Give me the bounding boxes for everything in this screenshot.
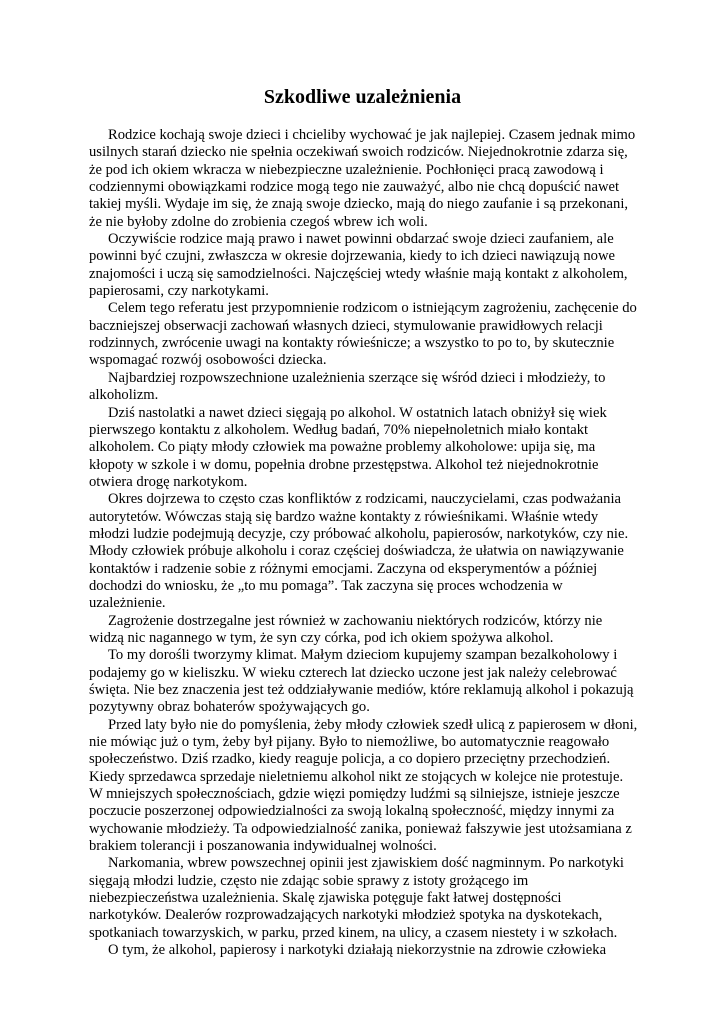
text-line: znajomości i uczą się samodzielności. Najczęściej wtedy właśnie mają kontakt z alkoholem, (89, 265, 628, 282)
text-line: poczucie poszerzonej odpowiedzialności za swoją lokalną społeczność, między innymi za (89, 803, 615, 820)
document-body (89, 127, 649, 960)
text-line: Narkomania, wbrew powszechnej opinii jest zjawiskiem dość nagminnym. Po narkotyki (108, 855, 624, 872)
text-line: pierwszego kontaktu z alkoholem. Według badań, 70% niepełnoletnich miało kontakt (89, 421, 589, 438)
text-line: usilnych starań dziecko nie spełnia oczekiwań swoich rodziców. Niejednokrotnie zdarza się, (89, 144, 628, 161)
text-line: widzą nic nagannego w tym, że syn czy córka, pod ich okiem spożywa alkohol. (89, 629, 554, 646)
text-line: takiej myśli. Wydaje im się, że znają swoje dziecko, mają do niego zaufanie i są przekonani, (89, 196, 629, 213)
text-line: kłopoty w szkole i w domu, popełnia drobne przestępstwa. Alkohol też niejednokrotnie (89, 456, 599, 473)
text-line: dochodzi do wniosku, że „to mu pomaga”. Tak zaczyna się proces wchodzenia w (89, 577, 563, 594)
text-line: Przed laty było nie do pomyślenia, żeby młody człowiek szedł ulicą z papierosem w dłoni, (108, 716, 638, 733)
text-line: alkoholizm. (89, 387, 159, 404)
text-line: codziennymi obowiązkami rodzice mogą tego nie zauważyć, albo nie chcą dopuścić nawet (89, 179, 620, 196)
text-line: nie mówiąc już o tym, żeby był pijany. Było to niemożliwe, bo automatycznie reagowało (89, 734, 610, 751)
text-line: alkoholem. Co piąty młody człowiek ma poważne problemy alkoholowe: upija się, ma (89, 439, 596, 456)
text-line: niebezpieczeństwa uzależnienia. Skalę zjawiska potęguje fakt łatwej dostępności (89, 890, 562, 907)
text-line: społeczeństwo. Dziś rzadko, kiedy reaguje policja, a co dopiero przeciętny przechodzień. (89, 751, 611, 768)
text-line: że pod ich okiem wkracza w niebezpieczne uzależnienie. Pochłonięci pracą zawodową i (89, 161, 604, 178)
text-line: Rodzice kochają swoje dzieci i chcieliby wychować je jak najlepiej. Czasem jednak mimo (108, 127, 636, 143)
text-line: pozytywny obraz bohaterów spożywających go. (89, 699, 370, 716)
text-line: To my dorośli tworzymy klimat. Małym dzieciom kupujemy szampan bezalkoholowy i (108, 647, 618, 664)
text-line: autorytetów. Wówczas stają się bardzo ważne kontakty z rówieśnikami. Właśnie wtedy (89, 508, 599, 525)
text-line: spotkaniach towarzyskich, w parku, przed kinem, na ulicy, a czasem niestety i w szkołach. (89, 924, 618, 941)
text-line: wspomagać rozwój osobowości dziecka. (89, 352, 327, 369)
text-line: Dziś nastolatki a nawet dzieci sięgają po alkohol. W ostatnich latach obniżył się wiek (108, 404, 607, 421)
text-line: brakiem tolerancji i poszanowania indywidualnej wolności. (89, 838, 437, 855)
text-line: powinni być czujni, zwłaszcza w okresie dojrzewania, kiedy to ich dzieci nawiązują nowe (89, 248, 615, 265)
text-line: Kiedy sprzedawca sprzedaje nieletniemu alkohol nikt ze stojących w kolejce nie protestuje. (89, 768, 624, 785)
text-line: rodzinnych, zwrócenie uwagi na kontakty rówieśnicze; a wszystko to po to, by skutecznie (89, 335, 615, 352)
text-line: baczniejszej obserwacji zachowań własnych dzieci, stymulowanie prawidłowych relacji (89, 317, 603, 334)
text-line: że nie byłoby zdolne do zrobienia czegoś wbrew ich woli. (89, 213, 428, 230)
text-line: młodzi ludzie podejmują decyzje, czy próbować alkoholu, papierosów, narkotyków, czy nie. (89, 525, 629, 542)
document-title: Szkodliwe uzależnienia (263, 86, 462, 108)
text-line: uzależnienie. (89, 595, 166, 612)
text-line: otwiera drogę narkotykom. (89, 473, 248, 490)
text-line: Najbardziej rozpowszechnione uzależnienia szerzące się wśród dzieci i młodzieży, to (108, 369, 606, 386)
text-line: sięgają młodzi ludzie, często nie zdając sobie sprawy z istoty grożącego im (89, 872, 529, 889)
text-line: Okres dojrzewa to często czas konfliktów z rodzicami, nauczycielami, czas podważania (108, 491, 621, 508)
text-line: kontaktów i radzenie sobie z różnymi emocjami. Zaczyna od eksperymentów a później (89, 560, 598, 577)
text-line: wychowanie młodzieży. Ta odpowiedzialność zanika, ponieważ fałszywie jest utożsamiana z (89, 820, 632, 837)
text-line: Zagrożenie dostrzegalne jest również w zachowaniu niektórych rodziców, którzy nie (108, 612, 603, 629)
text-line: Oczywiście rodzice mają prawo i nawet powinni obdarzać swoje dzieci zaufaniem, ale (108, 231, 614, 248)
text-line: W mniejszych społecznościach, gdzie więzi pomiędzy ludźmi są silniejsze, istnieje jeszcze (89, 786, 620, 803)
text-line: święta. Nie bez znaczenia jest też oddziaływanie mediów, które reklamują alkohol i pokazują (89, 682, 634, 698)
text-line: Celem tego referatu jest przypomnienie rodzicom o istniejącym zagrożeniu, zachęcenie do (108, 300, 637, 317)
text-line: narkotyków. Dealerów rozprowadzających narkotyki młodzież spotyka na dyskotekach, (89, 907, 603, 924)
text-line: O tym, że alkohol, papierosy i narkotyki działają niekorzystnie na zdrowie człowieka (108, 942, 607, 959)
text-line: Młody człowiek próbuje alkoholu i coraz częściej doświadcza, że ułatwia on nawiązywanie (89, 543, 624, 560)
text-line: podajemy go w kieliszku. W wieku czterech lat dziecko uczone jest jak należy celebrować (89, 664, 617, 681)
text-line: papierosami, czy narkotykami. (89, 283, 269, 300)
